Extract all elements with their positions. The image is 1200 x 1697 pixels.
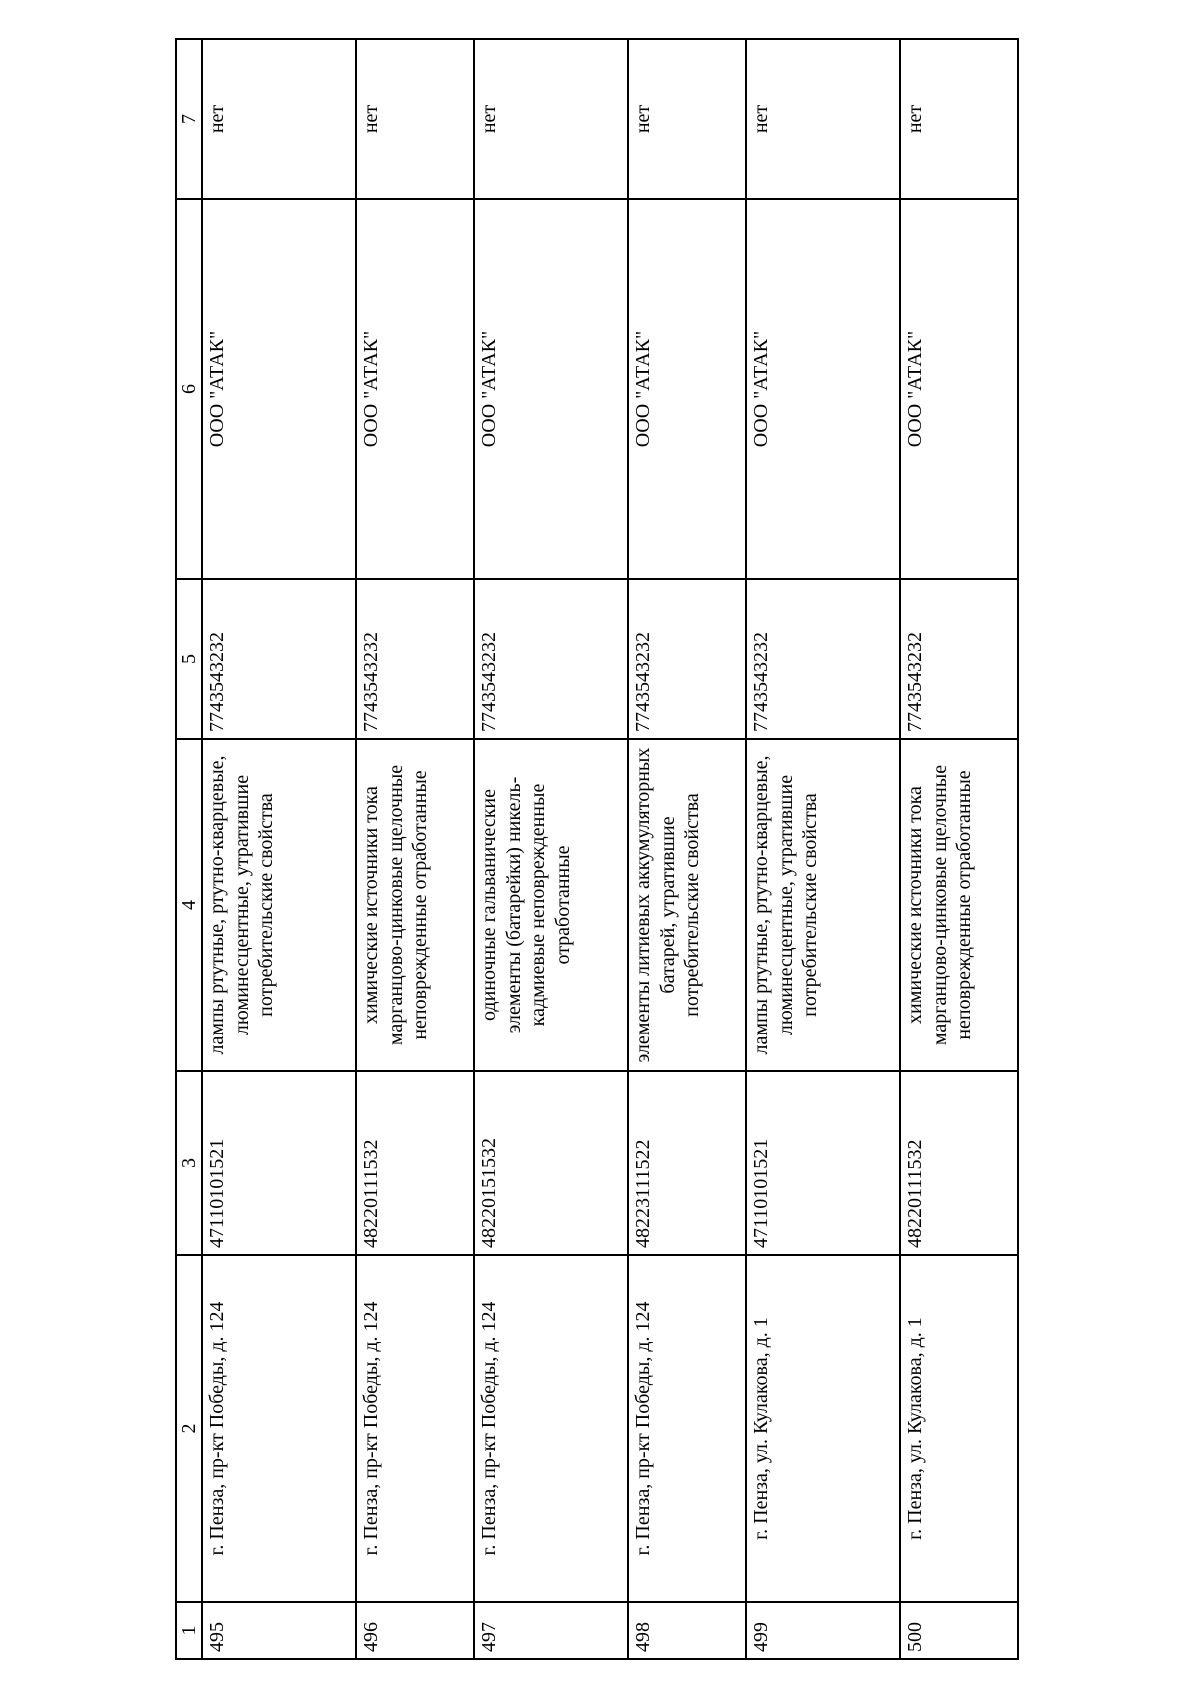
row-number: 496 — [356, 1602, 474, 1659]
inn-cell: 7743543232 — [628, 579, 746, 739]
row-number: 497 — [474, 1602, 628, 1659]
waste-code-cell: 48220151532 — [474, 1071, 628, 1255]
waste-name-cell: химические источники тока марганцово-цинковые щелочные неповрежденные отработанные — [356, 739, 474, 1071]
inn-cell: 7743543232 — [900, 579, 1018, 739]
rotated-page — [175, 40, 1005, 1660]
organization-cell: ООО "АТАК" — [356, 199, 474, 579]
waste-registry-table — [175, 38, 1019, 1660]
organization-cell: ООО "АТАК" — [746, 199, 900, 579]
organization-cell: ООО "АТАК" — [202, 199, 356, 579]
table-row — [628, 39, 746, 1659]
address-cell: г. Пенза, ул. Кулакова, д. 1 — [746, 1255, 900, 1602]
waste-code-cell: 48223111522 — [628, 1071, 746, 1255]
waste-code-cell: 48220111532 — [356, 1071, 474, 1255]
flag-cell: нет — [628, 39, 746, 199]
inn-cell: 7743543232 — [746, 579, 900, 739]
organization-cell: ООО "АТАК" — [474, 199, 628, 579]
organization-cell: ООО "АТАК" — [628, 199, 746, 579]
waste-name-cell: химические источники тока марганцово-цинковые щелочные неповрежденные отработанные — [900, 739, 1018, 1071]
table-row — [900, 39, 1018, 1659]
waste-code-cell: 47110101521 — [202, 1071, 356, 1255]
table-row — [202, 39, 356, 1659]
flag-cell: нет — [202, 39, 356, 199]
flag-cell: нет — [474, 39, 628, 199]
waste-code-cell: 48220111532 — [900, 1071, 1018, 1255]
inn-cell: 7743543232 — [356, 579, 474, 739]
flag-cell: нет — [900, 39, 1018, 199]
row-number: 495 — [202, 1602, 356, 1659]
address-cell: г. Пенза, пр-кт Победы, д. 124 — [202, 1255, 356, 1602]
address-cell: г. Пенза, пр-кт Победы, д. 124 — [474, 1255, 628, 1602]
address-cell: г. Пенза, пр-кт Победы, д. 124 — [628, 1255, 746, 1602]
address-cell: г. Пенза, пр-кт Победы, д. 124 — [356, 1255, 474, 1602]
waste-name-cell: элементы литиевых аккумуляторных батарей, утратившие потребительские свойства — [628, 739, 746, 1071]
header-cell: 2 — [176, 1255, 202, 1602]
header-cell: 7 — [176, 39, 202, 199]
table-row — [356, 39, 474, 1659]
flag-cell: нет — [356, 39, 474, 199]
table-row — [746, 39, 900, 1659]
organization-cell: ООО "АТАК" — [900, 199, 1018, 579]
address-cell: г. Пенза, ул. Кулакова, д. 1 — [900, 1255, 1018, 1602]
inn-cell: 7743543232 — [202, 579, 356, 739]
header-cell: 3 — [176, 1071, 202, 1255]
column-number-header — [176, 39, 202, 1659]
row-number: 500 — [900, 1602, 1018, 1659]
inn-cell: 7743543232 — [474, 579, 628, 739]
waste-code-cell: 47110101521 — [746, 1071, 900, 1255]
row-number: 499 — [746, 1602, 900, 1659]
waste-name-cell: лампы ртутные, ртутно-кварцевые, люминесцентные, утратившие потребительские свойства — [746, 739, 900, 1071]
header-cell: 5 — [176, 579, 202, 739]
header-cell: 1 — [176, 1602, 202, 1659]
row-number: 498 — [628, 1602, 746, 1659]
header-cell: 6 — [176, 199, 202, 579]
flag-cell: нет — [746, 39, 900, 199]
header-cell: 4 — [176, 739, 202, 1071]
waste-name-cell: одиночные гальванические элементы (батарейки) никель-кадмиевые неповрежденные отработанные — [474, 739, 628, 1071]
waste-name-cell: лампы ртутные, ртутно-кварцевые, люминесцентные, утратившие потребительские свойства — [202, 739, 356, 1071]
table-row — [474, 39, 628, 1659]
